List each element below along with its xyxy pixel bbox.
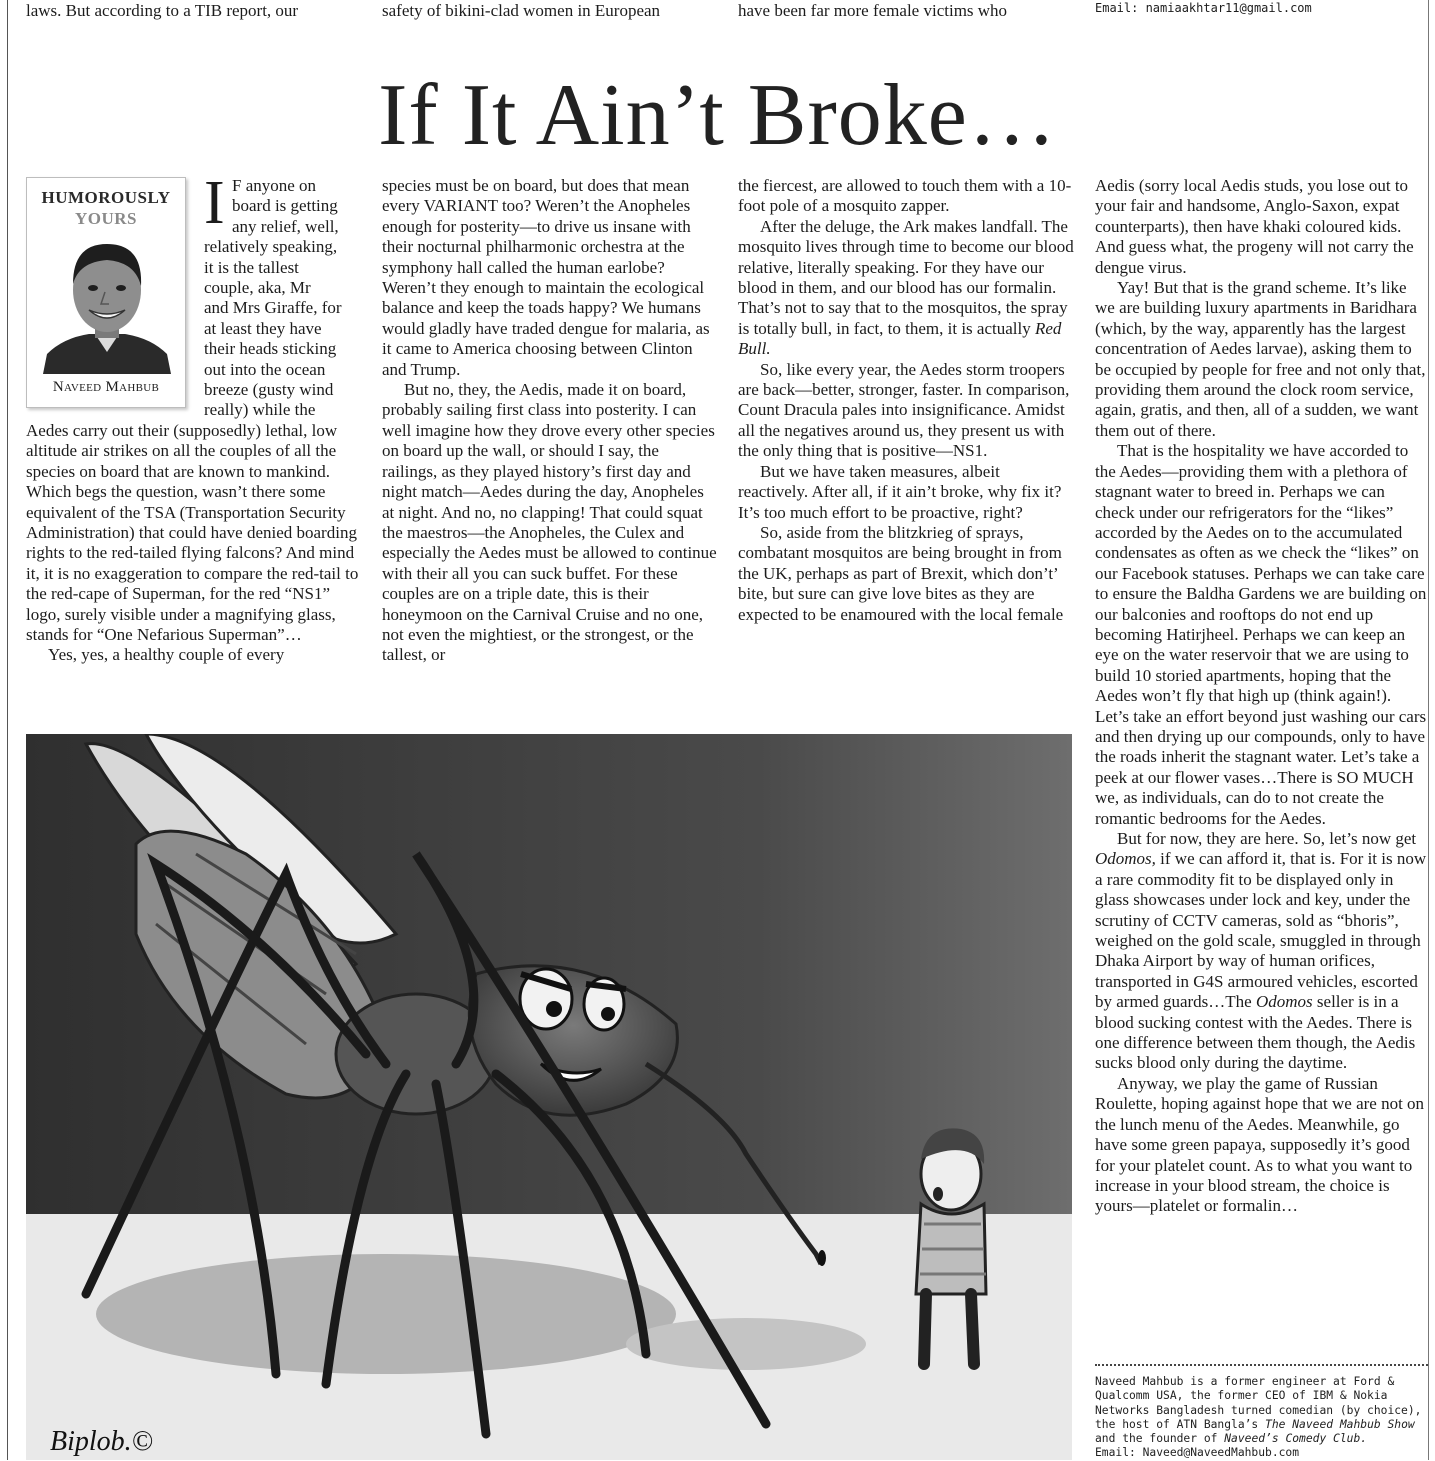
text-line: any relief, well, [232,216,339,236]
mosquito-pupil [546,1001,562,1017]
page-frame-right [1428,0,1429,1460]
paragraph [1095,829,1428,1074]
bio-text [1095,1375,1430,1446]
headline: If It Ain’t Broke… [378,67,1057,164]
bio-email: Email: Naveed@NaveedMahbub.com [1095,1446,1300,1460]
paragraph: Aedis (sorry local Aedis studs, you lose out to your fair and handsome, Anglo-Saxon, expat counterparts), then have khaki coloured kids. And guess what, the progeny will not carry the dengue virus. [1095,176,1414,277]
cartoonist-signature: Biplob.© [50,1426,153,1457]
col2-body [382,176,718,666]
italic-run: The Naveed Mahbub Show [1265,1417,1415,1431]
text-line: their heads sticking [204,339,337,359]
text-run: seller is in a blood sucking contest with the Aedes. There is one difference between them though, the Aedis sucks blood only during the daytime. [1095,992,1416,1073]
text-run: if we can afford it, that is. For it is now a rare commodity fit to be displayed only in glass showcases under lock and key, under the scrutiny of CCTV cameras, sold as “bhoris”, weighed on the gold scale, smuggled in through Dhaka Airport by way of human orifices, transported in G4S armoured vehicles, escorted by armed guards…The [1095,849,1427,1012]
italic-run: Naveed’s Comedy Club. [1224,1432,1368,1446]
col1-body [26,421,362,666]
paragraph: But no, they, the Aedis, made it on board, probably sailing first class into posterity. I can well imagine how they drove every other species on board up the wall, or should I say, the railings, as they played history’s first day and night match—Aedes during the day, Anopheles at night. And no, no clapping! That could squat the maestros—the Anopheles, the Culex and especially the Aedes must be allowed to continue with their all you can suck buffet. For these couples are on a triple date, this is their honeymoon on the Carnival Cruise and no one, not even the mightiest, or the strongest, or the tallest, or [382,380,717,665]
page-frame-left [7,0,8,1460]
paragraph: species must be on board, but does that mean every VARIANT too? Weren’t the Anopheles enough for posterity—to drive us insane with their nocturnal philharmonic orchestra at the symphony hall called the human earlobe? Weren’t they enough to maintain the ecological balance and keep the toads happy? We humans would gladly have traded dengue for malaria, as it came to America choosing between Clinton and Trump. [382,176,710,379]
text-run: and the founder of [1095,1432,1225,1446]
blood-drop [818,1250,826,1266]
text-line: F anyone on [232,176,317,195]
text-run: Naveed Mahbub is a former engineer at Ford & Qualcomm USA, the former CEO of IBM & Nokia Networks Bangladesh turned comedian (by choice), the host of ATN Bangla’s [1095,1375,1422,1431]
col4-body [1095,176,1428,1217]
column-name-line-2: YOURS [74,209,137,228]
dropcap: I [204,169,225,237]
text-line: breeze (gusty wind [204,380,334,400]
paragraph: So, aside from the blitzkrieg of sprays, combatant mosquitos are being brought in from the UK, perhaps as part of Brexit, which don’t’ bite, but sure can give love bites as they are expected to be enamoured with the local female [738,522,1064,624]
author-name: Naveed Mahbub [52,379,160,395]
paragraph: But we have taken measures, albeit reactively. After all, if it ain’t broke, why fix it? It’s too much effort to be proactive, right? [738,461,1062,522]
prev-article-line-3: have been far more female victims who [738,1,1008,20]
author-portrait [43,234,171,374]
paragraph: Yay! But that is the grand scheme. It’s like we are building luxury apartments in Baridhara (which, by the way, apparently has the largest concentration of Aedes larvae), asking them to be occupied by people for free and not only that, providing them around the clock room service, again, gratis, and then, all of a sudden, we want them out of there. [1095,278,1426,440]
col1-wrap-lines [204,169,362,421]
paragraph: Yes, yes, a healthy couple of every [48,645,285,665]
text-run: After the deluge, the Ark makes landfall. The mosquito lives through time to become our blood relative, literally speaking. For they have our blood in them, and our blood has our formalin. That’s not to say that to the mosquitos, the spray is totally bull, in fact, to them, it is actually [738,216,1074,338]
text-line: board is getting [232,196,338,216]
byline-box [26,177,186,408]
paragraph: So, like every year, the Aedes storm troopers are back—better, stronger, faster. In comparison, Count Dracula pales into insignificance. Amidst all the negatives around us, they present us with the only thing that is positive—NS1. [738,359,1070,461]
italic-run: Odomos, [1095,849,1156,869]
mosquito-shadow [96,1254,676,1374]
paragraph [738,217,1074,360]
prev-article-email: Email: namiaakhtar11@gmail.com [1095,1,1312,15]
text-line: really) while the [204,400,316,420]
prev-article-line-2: safety of bikini-clad women in European [382,1,661,20]
text-run: But for now, they are here. So, let’s now get [1117,829,1417,848]
text-line: it is the tallest [204,257,299,277]
mosquito-cartoon [26,734,1072,1460]
italic-run: Odomos [1255,992,1313,1012]
prev-article-line-1: laws. But according to a TIB report, our [26,1,299,20]
boy-shadow [626,1318,866,1370]
text-line: couple, aka, Mr [204,278,311,298]
paragraph: Aedes carry out their (supposedly) lethal, low altitude air strikes on all the couples of all the species on board that are known to mankind. Which begs the question, wasn’t there some equivalent of the TSA (Transportation Security Administration) that could have denied boarding rights to the red-tailed flying falcons? And mind it, it is no exaggeration to compare the red-tail to the red-cape of Superman, for the red “NS1” logo, surely visible under a magnifying glass, stands for “One Nefarious Superman”… [26,421,359,645]
paragraph: the fiercest, are allowed to touch them with a 10-foot pole of a mosquito zapper. [738,176,1072,216]
col1-wrap-text [204,169,362,421]
mosquito-pupil [601,1007,615,1021]
author-bio [1095,1375,1430,1461]
text-line: relatively speaking, [204,237,338,257]
italic-run: Red Bull. [738,318,1062,359]
bio-divider [1095,1364,1428,1366]
text-line: and Mrs Giraffe, for [204,298,342,318]
paragraph: Anyway, we play the game of Russian Roulette, hoping against hope that we are not on the lunch menu of the Aedes. Meanwhile, go have some green papaya, supposedly it’s good for your platelet count. As to what you want to increase in your blood stream, the choice is yours—platelet or formalin… [1095,1073,1425,1216]
text-line: at least they have [204,318,322,338]
text-line: out into the ocean [204,359,326,379]
column-name-line-1: HUMOROUSLY [41,188,171,207]
paragraph: That is the hospitality we have accorded to the Aedes—providing them with a plethora of stagnant water to breed in. Perhaps we can check under our refrigerators for the “likes” accorded by the Aedes on to the accumulated condensates as often as we check the “likes” on our Facebook statuses. Perhaps we can take care to ensure the Baldha Gardens we are building on our balconies and rooftops do not end up becoming Hatirjheel. Perhaps we can keep an eye on the water reservoir that we are using to build 10 storied apartments, hoping that the Aedes won’t fly that high up (think again!). Let’s take an effort beyond just washing our cars and then drying up our compounds, only to have the roads inherit the stagnant water. Let’s take a peek at our flower vases…There is SO MUCH we, as individuals, can do to not create the romantic bedrooms for the Aedes. [1095,441,1427,828]
col3-body [738,176,1074,625]
